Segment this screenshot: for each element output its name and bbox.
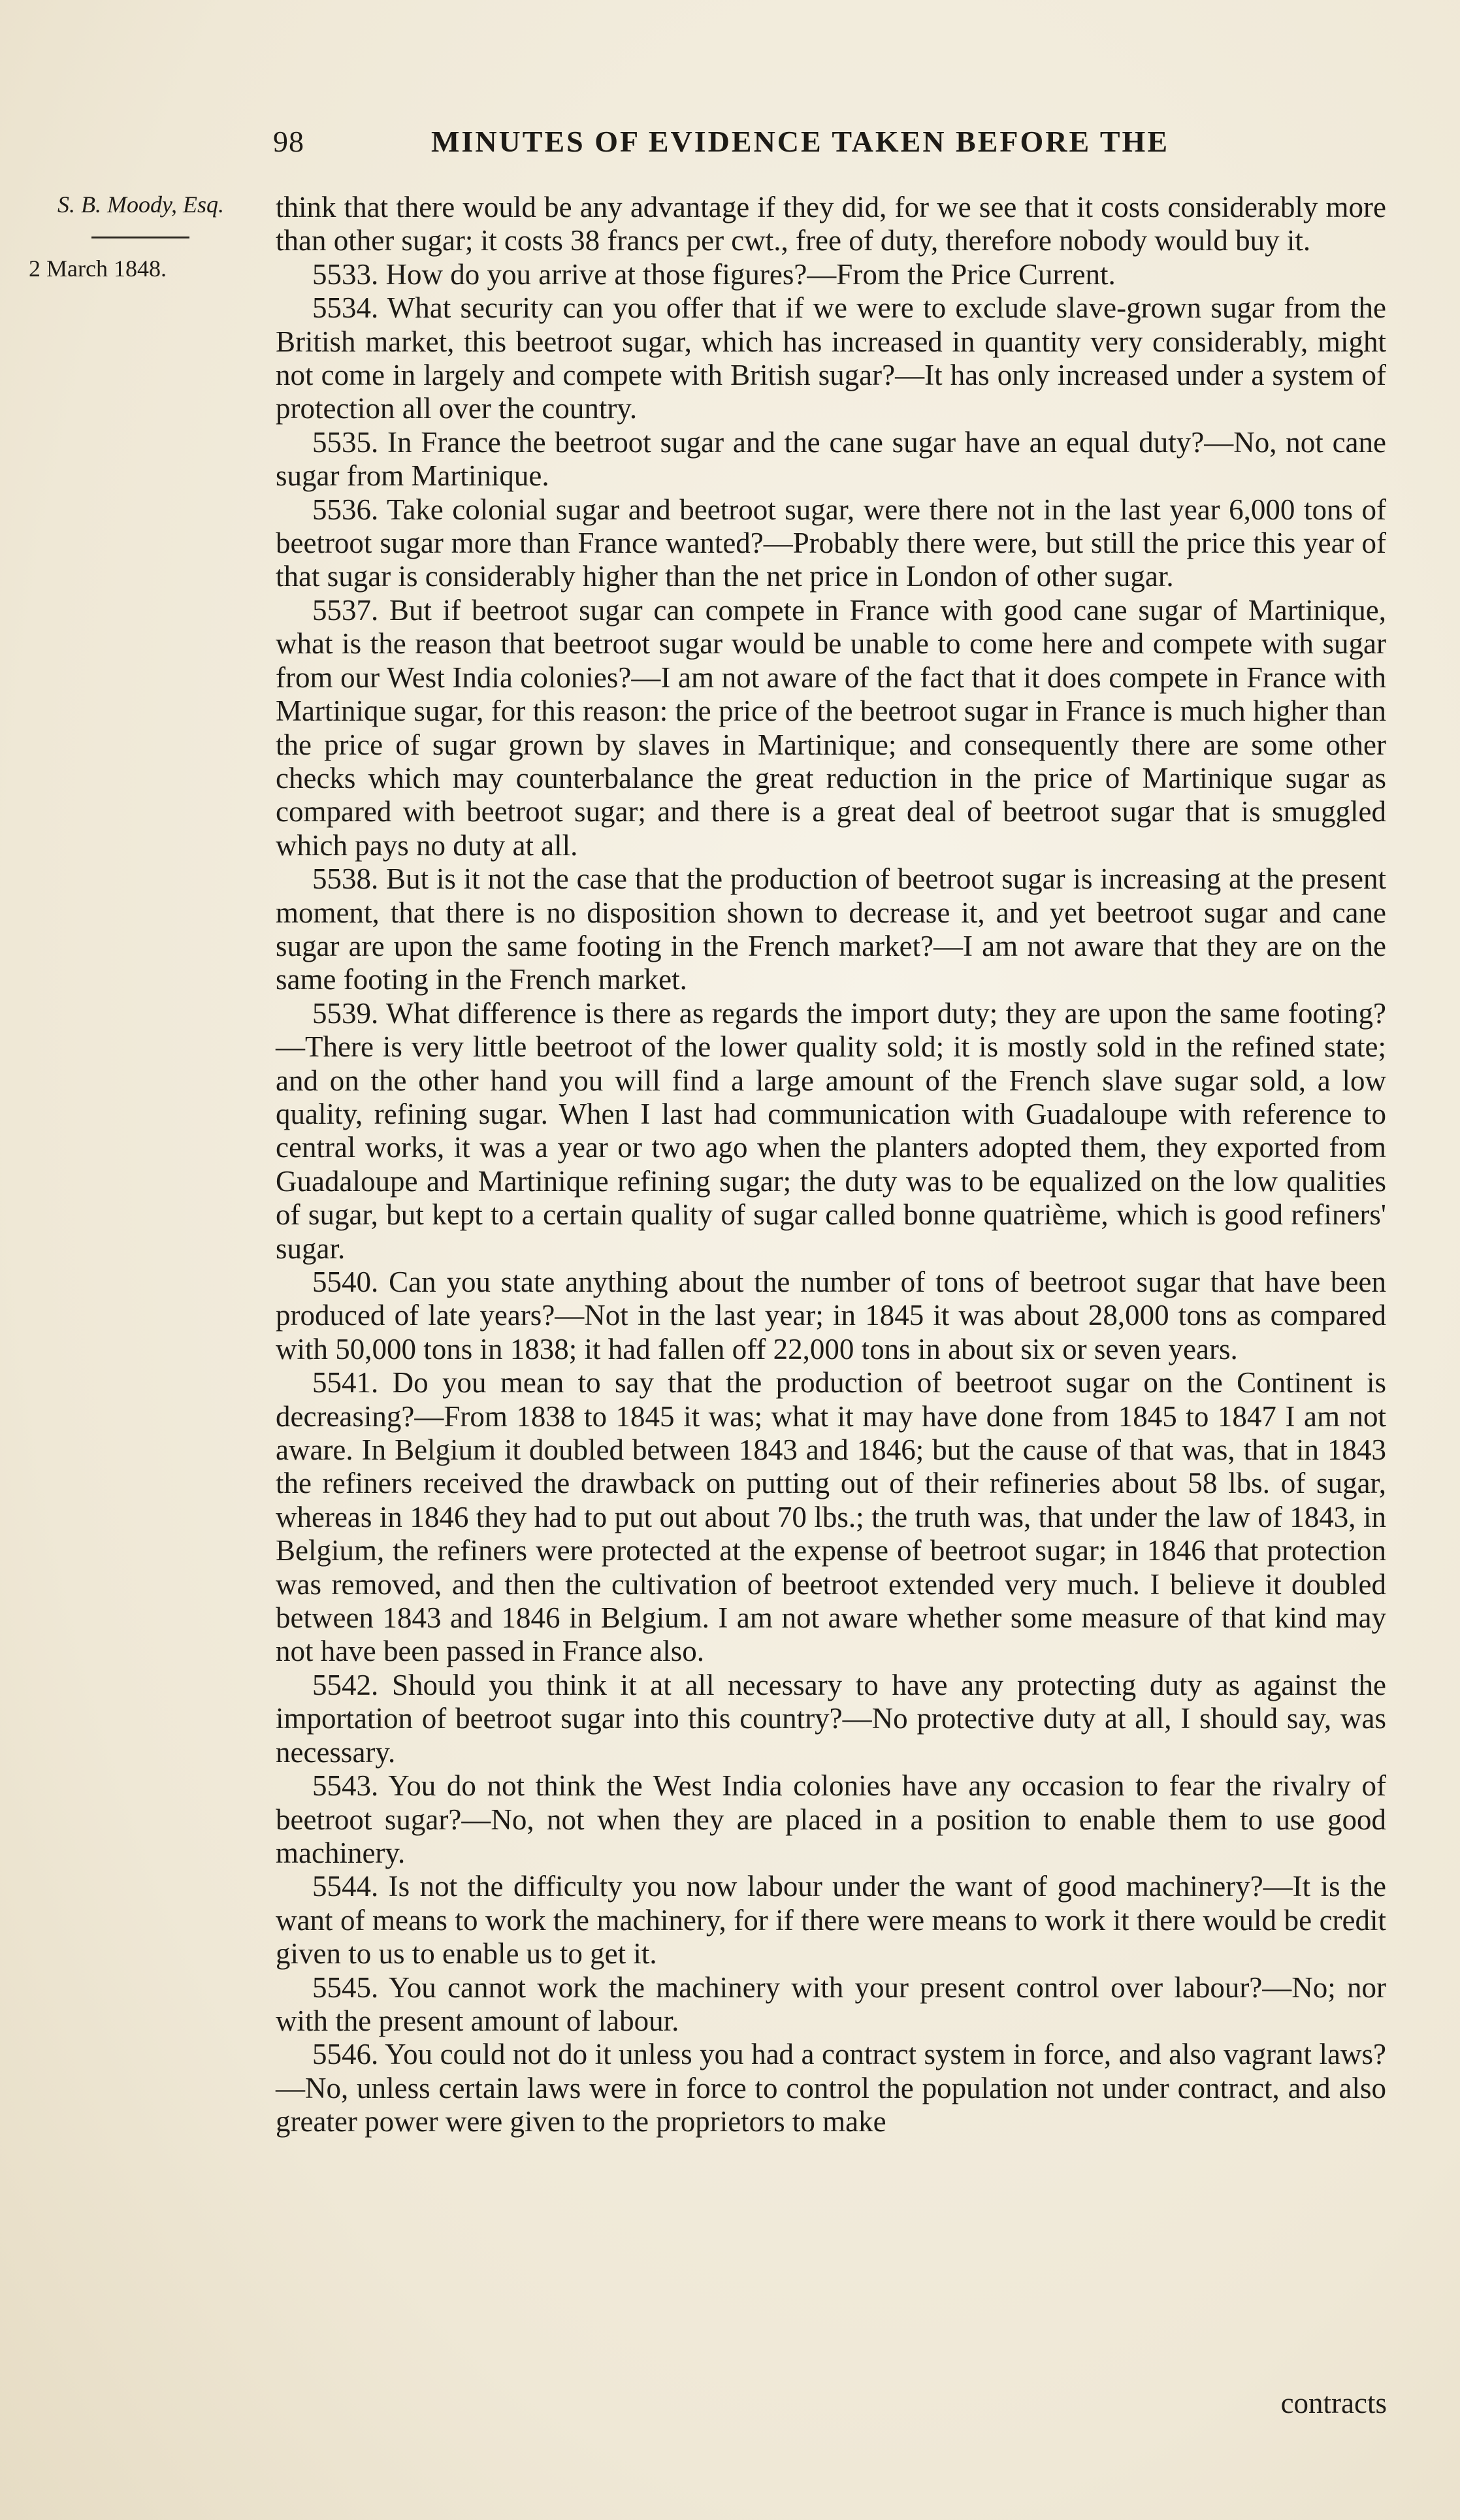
margin-divider <box>91 237 189 238</box>
catchword: contracts <box>1280 2387 1387 2419</box>
page-number: 98 <box>273 125 304 158</box>
question-5544: 5544. Is not the difficulty you now labour under the want of good machinery?—It is the want of means to work the machinery, for if there were means to work it there would be credit given to us to enable us to get it. <box>276 1870 1386 1971</box>
question-5538: 5538. But is it not the case that the production of beetroot sugar is increasing at the present moment, that there is no disposition shown to decrease it, and yet beetroot sugar and cane sugar are upon the same footing in the French market?—I am not aware that they are on the same footing in the French market. <box>276 862 1386 996</box>
question-5546: 5546. You could not do it unless you had a contract system in force, and also vagrant laws?—No, unless certain laws were in force to control the population not under contract, and also greater power were given to the proprietors to make <box>276 2038 1386 2138</box>
question-5536: 5536. Take colonial sugar and beetroot sugar, were there not in the last year 6,000 tons of beetroot sugar more than France wanted?—Probably there were, but still the price this year of that sugar is considerably higher than the net price in London of other sugar. <box>276 493 1386 593</box>
running-title: MINUTES OF EVIDENCE TAKEN BEFORE THE <box>431 125 1169 158</box>
question-5535: 5535. In France the beetroot sugar and the cane sugar have an equal duty?—No, not cane sugar from Martinique. <box>276 425 1386 493</box>
question-5541: 5541. Do you mean to say that the production of beetroot sugar on the Continent is decreasing?—From 1838 to 1845 it was; what it may have done from 1845 to 1847 I am not aware. In Belgium it doubled between 1843 and 1846; but the cause of that was, that in 1843 the refiners received the drawback on putting out of their refineries about 58 lbs. of sugar, whereas in 1846 they had to put out about 70 lbs.; the truth was, that under the law of 1843, in Belgium, the refiners were protected at the expense of beetroot sugar; in 1846 that protection was removed, and then the cultivation of beetroot extended very much. I believe it doubled between 1843 and 1846 in Belgium. I am not aware whether some measure of that kind may not have been passed in France also. <box>276 1366 1386 1668</box>
question-5543: 5543. You do not think the West India colonies have any occasion to fear the rivalry of beetroot sugar?—No, not when they are placed in a position to enable them to use good machinery. <box>276 1769 1386 1869</box>
question-5539: 5539. What difference is there as regards the import duty; they are upon the same footing?—There is very little beetroot of the lower quality sold; it is mostly sold in the refined state; and on the other hand you will find a large amount of the French slave sugar sold, a low quality, refining sugar. When I last had communication with Guadaloupe with reference to central works, it was a year or two ago when the planters adopted them, they exported from Guadaloupe and Martinique refining sugar; the duty was to be equalized on the low qualities of sugar, but kept to a certain quality of sugar called bonne quatrième, which is good refiners' sugar. <box>276 996 1386 1265</box>
evidence-text <box>276 191 1386 2139</box>
question-5534: 5534. What security can you offer that if we were to exclude slave-grown sugar from the British market, this beetroot sugar, which has increased in quantity very considerably, might not come in largely and compete with British sugar?—It has only increased under a system of protection all over the country. <box>276 291 1386 425</box>
question-5545: 5545. You cannot work the machinery with your present control over labour?—No; nor with the present amount of labour. <box>276 1971 1386 2037</box>
question-5533: 5533. How do you arrive at those figures?—From the Price Current. <box>312 257 1116 291</box>
question-5537: 5537. But if beetroot sugar can compete in France with good cane sugar of Martinique, what is the reason that beetroot sugar would be unable to come here and compete with sugar from our West India colonies?—I am not aware of the fact that it does compete in France with Martinique sugar, for this reason: the price of the beetroot sugar in France is much higher than the price of sugar grown by slaves in Martinique; and consequently there are some other checks which may counterbalance the great reduction in the price of Martinique sugar as compared with beetroot sugar; and there is a great deal of beetroot sugar that is smuggled which pays no duty at all. <box>276 593 1386 862</box>
question-5542: 5542. Should you think it at all necessary to have any protecting duty as against the importation of beetroot sugar into this country?—No protective duty at all, I should say, was necessary. <box>276 1668 1386 1769</box>
question-5540: 5540. Can you state anything about the number of tons of beetroot sugar that have been produced of late years?—Not in the last year; in 1845 it was about 28,000 tons as compared with 50,000 tons in 1838; it had fallen off 22,000 tons in about six or seven years. <box>276 1266 1386 1366</box>
continued-paragraph: think that there would be any advantage if they did, for we see that it costs considerably more than other sugar; it costs 38 francs per cwt., free of duty, therefore nobody would buy it. <box>276 191 1386 257</box>
hearing-date: 2 March 1848. <box>29 255 167 282</box>
witness-name: S. B. Moody, Esq. <box>57 191 224 218</box>
